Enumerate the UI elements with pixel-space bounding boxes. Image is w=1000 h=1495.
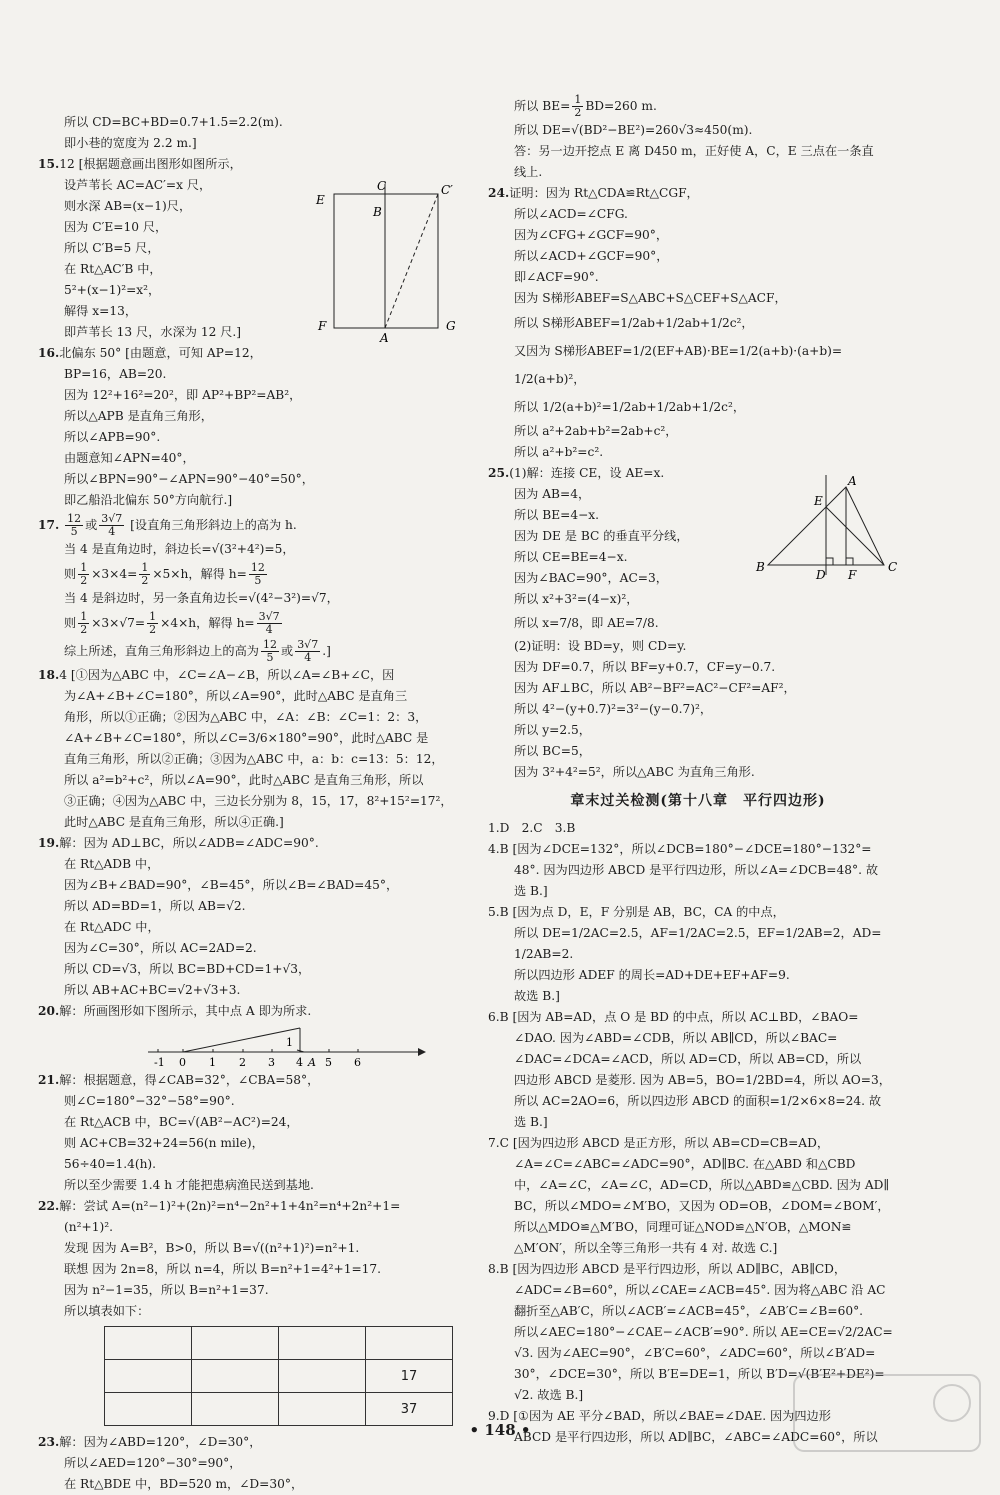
text-line: 为∠A+∠B+∠C=180°，所以∠A=90°，此时△ABC 是直角三 xyxy=(64,689,408,703)
label-E: E xyxy=(316,193,325,207)
text-line: 所以 DE=√(BD²−BE²)=260√3≈450(m). xyxy=(514,123,753,137)
text-line: 所以 CE=BE=4−x. xyxy=(514,550,628,564)
answer-table xyxy=(104,1326,453,1426)
text-line: 由题意知∠APN=40°， xyxy=(64,451,195,465)
fraction: $\frac{3√7}{4}$ xyxy=(101,512,123,538)
question-20 xyxy=(38,1001,468,1070)
table-cell xyxy=(192,1360,279,1393)
fraction: $\frac{12}{5}$ xyxy=(67,512,82,538)
text-line: 当 4 是斜边时，另一条直角边长=√(4²−3²)=√7， xyxy=(64,591,339,605)
text-line: 解：尝试 A=(n²−1)²+(2n)²=n⁴−2n²+1+4n²=n⁴+2n²+1= xyxy=(59,1199,401,1213)
text-line: 所以 CD=BC+BD=0.7+1.5=2.2(m). xyxy=(64,115,283,129)
text-line: 即小巷的宽度为 2.2 m.] xyxy=(64,136,197,150)
text-line: ∠DAC=∠DCA=∠ACD，所以 AD=CD，所以 AB=CD，所以 xyxy=(514,1052,862,1066)
number-line-diagram xyxy=(38,1022,468,1070)
text-line: 所以∠ACD=∠CFG. xyxy=(514,207,628,221)
text-line: BP=16，AB=20. xyxy=(64,367,167,381)
text-line: 因为∠B+∠BAD=90°，∠B=45°，所以∠B=∠BAD=45°， xyxy=(64,878,399,892)
text-line: 所以∠AED=120°−30°=90°， xyxy=(64,1456,242,1470)
tick-label: 5 xyxy=(325,1056,332,1069)
question-number: 18. xyxy=(38,668,60,682)
text-line: 联想 因为 2n=8，所以 n=4，所以 B=n²+1=4²+1=17. xyxy=(64,1262,382,1276)
table-cell xyxy=(105,1360,192,1393)
table-cell: 37 xyxy=(366,1393,453,1426)
text-line: 因为 DF=0.7，所以 BF=y+0.7，CF=y−0.7. xyxy=(514,660,776,674)
text-line: 所以 C′B=5 尺， xyxy=(64,241,160,255)
text-line: 解得 x=13， xyxy=(64,304,138,318)
question-number: 22. xyxy=(38,1199,60,1213)
text-line: 12 [根据题意画出图形如图所示， xyxy=(59,157,242,171)
text-line: 即∠ACF=90°. xyxy=(514,270,599,284)
text-line: 所以∠AEC=180°−∠CAE−∠ACB′=90°. 所以 AE=CE=√2/2AC= xyxy=(514,1325,893,1339)
question-15 xyxy=(38,154,468,343)
tick-label: 0 xyxy=(179,1056,186,1069)
table-cell xyxy=(366,1327,453,1360)
question-number: 20. xyxy=(38,1004,60,1018)
text-line: 所以 DE=1/2AC=2.5，AF=1/2AC=2.5，EF=1/2AB=2，AD= xyxy=(514,926,882,940)
text-line: 所以 a²=b²+c²，所以∠A=90°，此时△ABC 是直角三角形，所以 xyxy=(64,773,424,787)
text-line: [设直角三角形斜边上的高为 h. xyxy=(130,518,297,532)
text-line: 因为∠BAC=90°，AC=3， xyxy=(514,571,668,585)
text-line: 翻折至△AB′C，所以∠ACB′=∠ACB=45°，∠AB′C=∠B=60°. xyxy=(514,1304,864,1318)
text-line: 4.B [因为∠DCE=132°，所以∠DCB=180°−∠DCE=180°−132°= xyxy=(488,842,872,856)
text-line: 此时△ABC 是直角三角形，所以④正确.] xyxy=(64,815,284,829)
triangle-diagram xyxy=(754,473,904,585)
text-line: 解：因为 AD⊥BC，所以∠ADB=∠ADC=90°. xyxy=(59,836,319,850)
text-line: 中，∠A=∠C，∠A=∠C，AD=CD，所以△ABD≌△CBD. 因为 AD∥ xyxy=(514,1178,890,1192)
text-line: 故选 B.] xyxy=(514,989,560,1003)
text-line: 所以至少需要 1.4 h 才能把患病渔民送到基地. xyxy=(64,1178,314,1192)
question-5 xyxy=(488,902,908,1007)
text-line: 所以 1/2(a+b)²=1/2ab+1/2ab+1/2c²， xyxy=(514,400,746,414)
text-line: 所以∠BPN=90°−∠APN=90°−40°=50°， xyxy=(64,472,314,486)
text-line: 综上所述，直角三角形斜边上的高为 $\frac{12}{5}$ 或 $\frac{3√7}{4}$ .] xyxy=(64,638,331,664)
text-line: 则 $\frac{1}{2}$ ×3×4= $\frac{1}{2}$ ×5×h，解得 h= $\frac{12}{5}$ xyxy=(64,561,265,587)
text-line: 选 B.] xyxy=(514,1115,548,1129)
tick-label: 2 xyxy=(239,1056,246,1069)
text-line: 则∠C=180°−32°−58°=90°. xyxy=(64,1094,235,1108)
text-line: 1.D 2.C 3.B xyxy=(488,821,576,835)
left-column xyxy=(38,112,468,1495)
section-heading: 章末过关检测(第十八章 平行四边形) xyxy=(570,793,826,809)
watermark-icon xyxy=(792,1373,982,1453)
text-line: ABCD 是平行四边形，所以 AD∥BC，∠ABC=∠ADC=60°，所以 xyxy=(514,1430,878,1444)
table-cell xyxy=(192,1327,279,1360)
text-line: 所以 a²+2ab+b²=2ab+c²， xyxy=(514,424,678,438)
text-line: 因为 AF⊥BC，所以 AB²−BF²=AC²−CF²=AF²， xyxy=(514,681,796,695)
tick-label: 3 xyxy=(268,1056,275,1069)
text-line: 证明：因为 Rt△CDA≌Rt△CGF， xyxy=(509,186,699,200)
question-24 xyxy=(488,183,908,463)
text-line: 9.D [①因为 AE 平分∠BAD，所以∠BAE=∠DAE. 因为四边形 xyxy=(488,1409,831,1423)
text-line: (2)证明：设 BD=y，则 CD=y. xyxy=(514,639,687,653)
question-22 xyxy=(38,1196,468,1426)
tick-label: -1 xyxy=(154,1056,165,1069)
reed-diagram xyxy=(310,179,470,345)
text-line: 因为 C′E=10 尺， xyxy=(64,220,168,234)
table-cell xyxy=(279,1327,366,1360)
question-21 xyxy=(38,1070,468,1196)
tick-label: 6 xyxy=(354,1056,361,1069)
question-number: 24. xyxy=(488,186,510,200)
text-line: ∠DAO. 因为∠ABD=∠CDB，所以 AB∥CD，所以∠BAC= xyxy=(514,1031,838,1045)
text-line: 角形，所以①正确；②因为△ABC 中，∠A：∠B：∠C=1：2：3， xyxy=(64,710,428,724)
text-line: 1/2AB=2. xyxy=(514,947,574,961)
label-F: F xyxy=(318,319,327,333)
text-line: 线上. xyxy=(514,165,543,179)
text-line: 所以 x²+3²=(4−x)²， xyxy=(514,592,639,606)
label-B: B xyxy=(756,560,765,574)
text-line: ∠A=∠C=∠ABC=∠ADC=90°，AD∥BC. 在△ABD 和△CBD xyxy=(514,1157,856,1171)
text-line: 6.B [因为 AB=AD，点 O 是 BD 的中点，所以 AC⊥BD，∠BAO= xyxy=(488,1010,859,1024)
text-line: 所以 BE=4−x. xyxy=(514,508,600,522)
text-line: 所以 x=7/8，即 AE=7/8. xyxy=(514,616,659,630)
text-line: 1/2(a+b)²， xyxy=(514,372,586,386)
text-line: 所以填表如下： xyxy=(64,1304,150,1318)
text-line: 选 B.] xyxy=(514,884,548,898)
watermark-logo xyxy=(792,1373,982,1453)
question-4 xyxy=(488,839,908,902)
text-line: 即芦苇长 13 尺，水深为 12 尺.] xyxy=(64,325,242,339)
text-line: √3. 因为∠AEC=90°，∠B′C=60°，∠ADC=60°，所以∠B′AD= xyxy=(514,1346,876,1360)
text-line: 4 [①因为△ABC 中，∠C=∠A−∠B，所以∠A=∠B+∠C，因 xyxy=(59,668,395,682)
text-line: 30°，∠DCE=30°，所以 B′E=DE=1，所以 B′D=√(B′E²+DE²)= xyxy=(514,1367,885,1381)
text-line: BC，所以∠MDO=∠M′BO，又因为 OD=OB，∠DOM=∠BOM′， xyxy=(514,1199,890,1213)
text-line: 当 4 是直角边时，斜边长=√(3²+4²)=5， xyxy=(64,542,295,556)
text-line: 解：因为∠ABD=120°，∠D=30°， xyxy=(59,1435,262,1449)
text-line: 所以 CD=√3，所以 BC=BD+CD=1+√3， xyxy=(64,962,311,976)
text-line: ∠A+∠B+∠C=180°，所以∠C=3/6×180°=90°，此时△ABC 是 xyxy=(64,731,429,745)
question-number: 21. xyxy=(38,1073,60,1087)
question-number: 25. xyxy=(488,466,510,480)
question-number: 23. xyxy=(38,1435,60,1449)
label-E: E xyxy=(814,494,823,508)
text-line: 所以∠APB=90°. xyxy=(64,430,161,444)
text-line: 所以 S梯形ABEF=1/2ab+1/2ab+1/2c²， xyxy=(514,316,754,330)
tick-label: 1 xyxy=(209,1056,216,1069)
text-line: 8.B [因为四边形 ABCD 是平行四边形，所以 AD∥BC，AB∥CD， xyxy=(488,1262,847,1276)
question-number: 15. xyxy=(38,157,60,171)
text-line: 48°. 因为四边形 ABCD 是平行四边形，所以∠A=∠DCB=48°. 故 xyxy=(514,863,879,877)
tick-label: 4 xyxy=(296,1056,303,1069)
question-19 xyxy=(38,833,468,1001)
page-number: • 148 • xyxy=(469,1421,531,1439)
text-line: 5.B [因为点 D，E，F 分别是 AB，BC，CA 的中点， xyxy=(488,905,785,919)
text-line: 发现 因为 A=B²，B>0，所以 B=√((n²+1)²)=n²+1. xyxy=(64,1241,360,1255)
question-7 xyxy=(488,1133,908,1259)
text-line: 在 Rt△ADC 中， xyxy=(64,920,160,934)
label-C: C xyxy=(377,179,387,193)
text-line: ∠ADC=∠B=60°，所以∠CAE=∠ACB=45°. 因为将△ABC 沿 AC xyxy=(514,1283,886,1297)
table-cell: 17 xyxy=(366,1360,453,1393)
text-line: ③正确；④因为△ABC 中，三边长分别为 8，15，17，8²+15²=17²， xyxy=(64,794,453,808)
label-B: B xyxy=(373,205,382,219)
text-line: 答：另一边开挖点 E 离 D450 m，正好使 A，C，E 三点在一条直 xyxy=(514,144,874,158)
text-line: 因为∠C=30°，所以 AC=2AD=2. xyxy=(64,941,257,955)
text: 或 xyxy=(85,518,98,532)
text-line: 北偏东 50° [由题意，可知 AP=12， xyxy=(59,346,262,360)
text-line: 所以 4²−(y+0.7)²=3²−(y−0.7)²， xyxy=(514,702,713,716)
text-line: 因为 S梯形ABEF=S△ABC+S△CEF+S△ACF， xyxy=(514,291,787,305)
text-line: 5²+(x−1)²=x²， xyxy=(64,283,161,297)
label-C: C xyxy=(888,560,898,574)
label-F: F xyxy=(848,568,857,582)
label-1: 1 xyxy=(286,1036,293,1049)
label-C-prime: C′ xyxy=(441,183,453,197)
text-line: 所以 y=2.5， xyxy=(514,723,591,737)
text-line: 则 $\frac{1}{2}$ ×3×√7= $\frac{1}{2}$ ×4×h，解得 h= $\frac{3√7}{4}$ xyxy=(64,610,280,636)
text-line: 解：所画图形如下图所示，其中点 A 即为所求. xyxy=(59,1004,312,1018)
tick-label: A xyxy=(308,1056,316,1069)
text-line: 又因为 S梯形ABEF=1/2(EF+AB)·BE=1/2(a+b)·(a+b)= xyxy=(514,344,843,358)
text-line: 四边形 ABCD 是菱形. 因为 AB=5，BO=1/2BD=4，所以 AO=3， xyxy=(514,1073,891,1087)
text-line: 所以∠ACD+∠GCF=90°， xyxy=(514,249,669,263)
text-line: 所以△APB 是直角三角形， xyxy=(64,409,213,423)
text-line: 因为 n²−1=35，所以 B=n²+1=37. xyxy=(64,1283,269,1297)
text-line: △M′ON′，所以全等三角形一共有 4 对. 故选 C.] xyxy=(514,1241,778,1255)
text-line: (n²+1)². xyxy=(64,1220,113,1234)
table-cell xyxy=(105,1327,192,1360)
text-line: 则水深 AB=(x−1)尺， xyxy=(64,199,192,213)
table-cell xyxy=(279,1360,366,1393)
question-23 xyxy=(38,1432,468,1495)
text-line: 则 AC+CB=32+24=56(n mile)， xyxy=(64,1136,264,1150)
text-line: 因为∠CFG+∠GCF=90°， xyxy=(514,228,669,242)
text-line: 所以 BC=5， xyxy=(514,744,591,758)
question-6 xyxy=(488,1007,908,1133)
question-17 xyxy=(38,511,468,665)
text-line: 即乙船沿北偏东 50°方向航行.] xyxy=(64,493,233,507)
text-line: 所以 BE= $\frac{1}{2}$ BD=260 m. xyxy=(514,93,657,119)
right-column xyxy=(488,92,908,1448)
text-line: 所以△MDO≌△M′BO，同理可证△NOD≌△N′OB，△MON≌ xyxy=(514,1220,852,1234)
text-line: 因为 3²+4²=5²，所以△ABC 为直角三角形. xyxy=(514,765,755,779)
text-line: 所以 AB+AC+BC=√2+√3+3. xyxy=(64,983,241,997)
text-line: 直角三角形，所以②正确；③因为△ABC 中，a：b：c=13：5：12， xyxy=(64,752,444,766)
text-line: 因为 DE 是 BC 的垂直平分线， xyxy=(514,529,689,543)
label-A: A xyxy=(848,474,857,488)
label-D: D xyxy=(816,568,826,582)
text-line: 在 Rt△AC′B 中， xyxy=(64,262,162,276)
text-line: 所以 AD=BD=1，所以 AB=√2. xyxy=(64,899,246,913)
text-line: 在 Rt△BDE 中，BD=520 m，∠D=30°， xyxy=(64,1477,304,1491)
question-number: 17. xyxy=(38,518,60,532)
text-line: (1)解：连接 CE，设 AE=x. xyxy=(509,466,665,480)
text-line: 设芦苇长 AC=AC′=x 尺， xyxy=(64,178,212,192)
question-number: 19. xyxy=(38,836,60,850)
text-line: 所以四边形 ADEF 的周长=AD+DE+EF+AF=9. xyxy=(514,968,790,982)
text-line: 所以 AC=2AO=6，所以四边形 ABCD 的面积=1/2×6×8=24. 故 xyxy=(514,1094,882,1108)
label-A: A xyxy=(380,331,389,345)
text-line: 解：根据题意，得∠CAB=32°，∠CBA=58°， xyxy=(59,1073,320,1087)
text-line: 56÷40=1.4(h). xyxy=(64,1157,157,1171)
question-25 xyxy=(488,463,908,783)
text-line: 因为 AB=4， xyxy=(514,487,591,501)
question-18 xyxy=(38,665,468,833)
text-line: 在 Rt△ADB 中， xyxy=(64,857,160,871)
question-16 xyxy=(38,343,468,511)
text-line: √2. 故选 B.] xyxy=(514,1388,584,1402)
text-line: 在 Rt△ACB 中，BC=√(AB²−AC²)=24， xyxy=(64,1115,299,1129)
question-number: 16. xyxy=(38,346,60,360)
text-line: 所以 a²+b²=c². xyxy=(514,445,604,459)
text-line: 7.C [因为四边形 ABCD 是正方形，所以 AB=CD=CB=AD， xyxy=(488,1136,830,1150)
text-line: 因为 12²+16²=20²，即 AP²+BP²=AB²， xyxy=(64,388,302,402)
label-G: G xyxy=(446,319,456,333)
